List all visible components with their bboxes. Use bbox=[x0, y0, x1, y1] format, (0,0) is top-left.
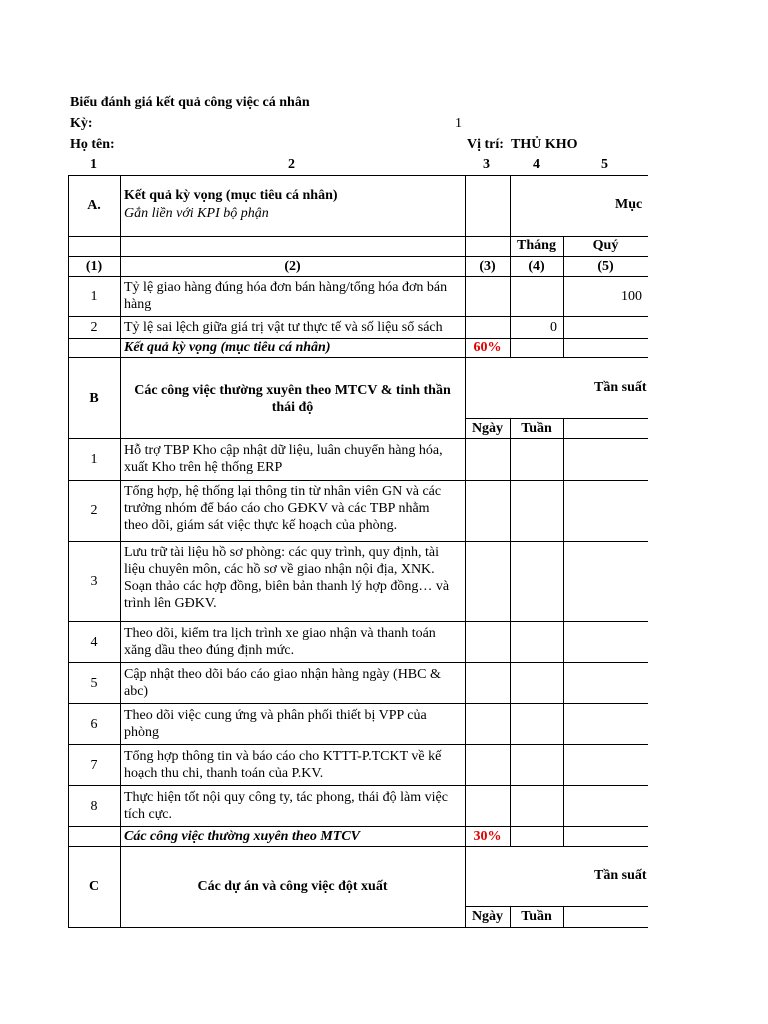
b-row-2-no: 2 bbox=[90, 503, 98, 518]
b-row-6-no: 6 bbox=[90, 717, 98, 732]
paren-4: (4) bbox=[528, 259, 545, 274]
b-row-1-no: 1 bbox=[90, 452, 98, 467]
b-row-3-no: 3 bbox=[90, 574, 98, 589]
section-c-day-header: Ngày bbox=[471, 909, 504, 924]
section-b-right-header: Tần suất bbox=[594, 380, 647, 395]
colnum-3: 3 bbox=[483, 157, 490, 172]
section-a-subtitle: Gắn liền với KPI bộ phận bbox=[124, 206, 269, 221]
a-row-2-month: 0 bbox=[550, 320, 557, 335]
a-total-pct: 60% bbox=[473, 340, 502, 355]
b-row-3-text: Lưu trữ tài liệu hồ sơ phòng: các quy trình, quy định, tài liệu chuyên môn, các hồ sơ về giao nhận nội địa, XNK. Soạn thảo các hợp đồng, biên bản thanh lý hợp đồng… và trình lên GĐKV. bbox=[124, 545, 450, 611]
section-b-title: Các công việc thường xuyên theo MTCV & tinh thần thái độ bbox=[134, 383, 451, 415]
colnum-5: 5 bbox=[601, 157, 608, 172]
paren-1: (1) bbox=[85, 259, 103, 274]
b-row-8-text: Thực hiện tốt nội quy công ty, tác phong, thái độ làm việc tích cực. bbox=[124, 790, 448, 822]
position-value: THỦ KHO bbox=[511, 137, 578, 152]
a-row-2-text: Tỷ lệ sai lệch giữa giá trị vật tư thực tế và số liệu sổ sách bbox=[124, 320, 443, 335]
section-a-right-header: Mục bbox=[615, 197, 643, 212]
form-title: Biểu đánh giá kết quả công việc cá nhân bbox=[70, 95, 310, 110]
b-row-6-text: Theo dõi việc cung ứng và phân phối thiết bị VPP của phòng bbox=[124, 708, 427, 740]
b-row-2-text: Tổng hợp, hệ thống lại thông tin từ nhân viên GN và các trưởng nhóm để báo cáo cho GĐKV và các TBP nhằm theo dõi, giám sát việc thực kế hoạch của phòng. bbox=[124, 484, 442, 533]
b-total-label: Các công việc thường xuyên theo MTCV bbox=[124, 829, 361, 844]
b-row-7-text: Tổng hợp thông tin và báo cáo cho KTTT-P.TCKT về kế hoạch thu chi, thanh toán của P.KV. bbox=[124, 749, 442, 781]
section-a-title: Kết quả kỳ vọng (mục tiêu cá nhân) bbox=[124, 188, 338, 203]
b-row-4-no: 4 bbox=[90, 635, 98, 650]
section-a-code: A. bbox=[87, 198, 101, 213]
colnum-4: 4 bbox=[533, 157, 540, 172]
paren-3: (3) bbox=[479, 259, 496, 274]
section-b-week-header: Tuần bbox=[521, 421, 552, 436]
section-b-day-header: Ngày bbox=[471, 421, 504, 436]
period-value: 1 bbox=[455, 116, 462, 131]
a-row-1-no: 1 bbox=[90, 289, 98, 304]
a-total-label: Kết quả kỳ vọng (mục tiêu cá nhân) bbox=[124, 340, 331, 355]
name-label: Họ tên: bbox=[70, 137, 115, 152]
b-row-5-no: 5 bbox=[90, 676, 98, 691]
b-row-7-no: 7 bbox=[90, 758, 98, 773]
section-c-right-header: Tần suất bbox=[594, 868, 647, 883]
section-c-code: C bbox=[88, 879, 100, 894]
b-row-8-no: 8 bbox=[90, 799, 98, 814]
colnum-1: 1 bbox=[90, 157, 97, 172]
b-row-4-text: Theo dõi, kiểm tra lịch trình xe giao nhận và thanh toán xăng dầu theo đúng định mức. bbox=[124, 626, 436, 658]
month-header: Tháng bbox=[517, 238, 556, 253]
b-row-5-text: Cập nhật theo dõi báo cáo giao nhận hàng ngày (HBC & abc) bbox=[124, 667, 441, 699]
section-c-title: Các dự án và công việc đột xuất bbox=[197, 879, 388, 894]
period-label: Kỳ: bbox=[70, 116, 93, 131]
a-row-2-no: 2 bbox=[90, 320, 98, 335]
b-row-1-text: Hỗ trợ TBP Kho cập nhật dữ liệu, luân chuyển hàng hóa, xuất Kho trên hệ thống ERP bbox=[124, 443, 443, 475]
section-b-code: B bbox=[89, 391, 99, 406]
quarter-header: Quý bbox=[592, 238, 619, 253]
colnum-2: 2 bbox=[288, 157, 295, 172]
section-c-week-header: Tuần bbox=[521, 909, 552, 924]
a-row-1-quarter: 100 bbox=[621, 289, 642, 304]
b-total-pct: 30% bbox=[473, 829, 502, 844]
paren-2: (2) bbox=[284, 259, 301, 274]
a-row-1-text: Tỷ lệ giao hàng đúng hóa đơn bán hàng/tổng hóa đơn bán hàng bbox=[124, 280, 448, 312]
paren-5: (5) bbox=[597, 259, 614, 274]
position-label: Vị trí: bbox=[467, 137, 504, 152]
